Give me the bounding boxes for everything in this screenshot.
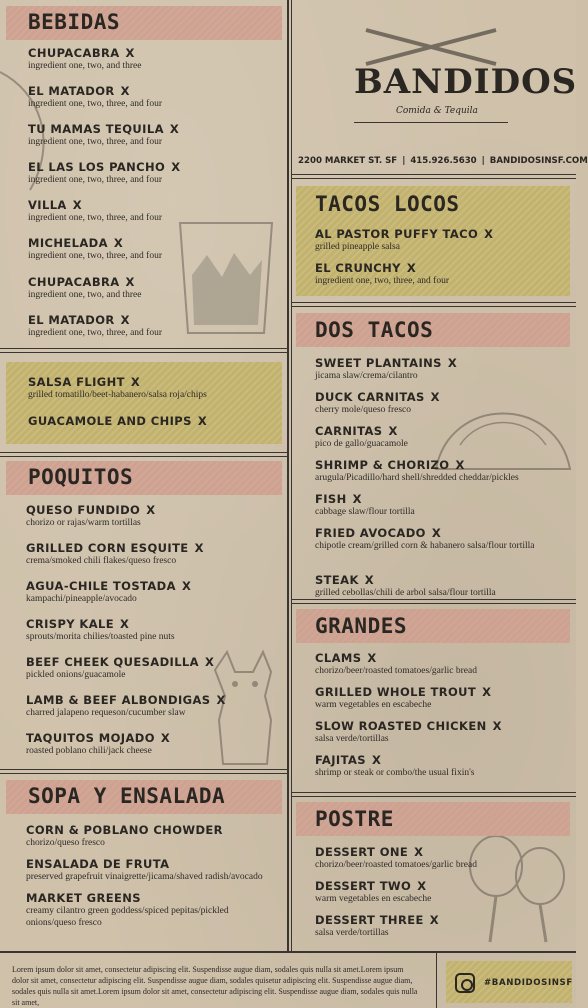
menu-item	[26, 731, 170, 757]
item-name: GRILLED CORN ESQUITE	[26, 541, 189, 555]
item-name: EL CRUNCHY	[315, 261, 401, 275]
divider-bebidas-2	[0, 352, 287, 353]
item-name: TU MAMAS TEQUILA	[28, 122, 164, 136]
menu-item	[28, 414, 207, 428]
menu-item	[315, 526, 535, 552]
glass-sketch-illustration	[172, 215, 282, 340]
item-name: CORN & POBLANO CHOWDER	[26, 823, 223, 837]
item-desc: shrimp or steak or combo/the usual fixin's	[315, 768, 475, 778]
item-name: ENSALADA DE FRUTA	[26, 857, 170, 871]
price-marker: X	[484, 227, 494, 241]
instagram-handle[interactable]: #BANDIDOSINSF	[484, 978, 573, 988]
price-marker: X	[417, 879, 427, 893]
item-desc: cabbage slaw/flour tortilla	[315, 507, 415, 517]
price-marker: X	[72, 198, 83, 212]
price-marker: X	[406, 261, 417, 275]
item-name: CLAMS	[315, 651, 362, 665]
price-marker: X	[367, 651, 377, 665]
logo-underline	[354, 122, 508, 123]
grandes-title: GRANDES	[315, 614, 408, 638]
item-name: MICHELADA	[28, 236, 108, 250]
item-desc: salsa verde/tortillas	[315, 734, 389, 744]
contact-line: 2200 MARKET ST. SF | 415.926.5630 | BANDIDOSINSF.COM	[298, 156, 588, 166]
menu-item	[26, 655, 214, 681]
website-link[interactable]: BANDIDOSINSF.COM	[489, 156, 588, 166]
divider-bebidas	[0, 348, 287, 349]
menu-item	[315, 753, 475, 779]
item-desc: kampachi/pineapple/avocado	[26, 594, 137, 604]
divider-logo	[292, 174, 576, 175]
price-marker: X	[431, 526, 442, 540]
menu-item	[315, 719, 502, 745]
footer-divider	[0, 951, 576, 953]
price-marker: X	[455, 458, 465, 472]
item-name: CHUPACABRA	[28, 46, 120, 60]
item-desc: ingredient one, two, and three	[28, 290, 142, 300]
price-marker: X	[204, 655, 215, 669]
price-marker: X	[388, 424, 398, 438]
menu-item	[315, 458, 519, 484]
item-desc: cherry mole/queso fresco	[315, 405, 412, 415]
price-marker: X	[146, 503, 156, 517]
item-desc: grilled cebollas/chili de arbol salsa/flour tortilla	[315, 588, 496, 598]
menu-item	[315, 913, 439, 939]
item-desc: roasted poblano chili/jack cheese	[26, 746, 152, 756]
price-marker: X	[130, 375, 141, 389]
price-marker: X	[492, 719, 502, 733]
menu-item	[26, 693, 226, 719]
menu-item	[28, 46, 141, 72]
item-desc: ingredient one, two, three, and four	[28, 175, 163, 185]
address-text: 2200 MARKET ST. SF	[298, 156, 398, 166]
price-marker: X	[171, 160, 181, 174]
menu-item	[315, 845, 477, 871]
item-name: EL MATADOR	[28, 84, 115, 98]
divider-grandes-2	[292, 796, 576, 797]
item-desc: ingredient one, two, three, and four	[28, 213, 163, 223]
price-marker: X	[482, 685, 492, 699]
divider-specials-2	[0, 456, 287, 457]
menu-item	[28, 275, 141, 301]
menu-item	[315, 573, 496, 599]
divider-poquitos	[0, 769, 287, 770]
item-name: DESSERT TWO	[315, 879, 412, 893]
price-marker: X	[430, 390, 440, 404]
item-name: STEAK	[315, 573, 359, 587]
price-marker: X	[120, 617, 130, 631]
menu-item	[315, 424, 408, 450]
menu-item	[315, 651, 477, 677]
item-name: AL PASTOR PUFFY TACO	[315, 227, 479, 241]
menu-item	[26, 857, 263, 883]
item-name: FRIED AVOCADO	[315, 526, 426, 540]
item-desc: ingredient one, two, and three	[28, 61, 142, 71]
price-marker: X	[194, 541, 204, 555]
tacos-locos-title: TACOS LOCOS	[315, 192, 460, 216]
item-desc: ingredient one, two, three, and four	[28, 137, 163, 147]
item-name: BEEF CHEEK QUESADILLA	[26, 655, 199, 669]
price-marker: X	[371, 753, 382, 767]
item-desc: ingredient one, two, three, and four	[28, 99, 163, 109]
menu-item	[28, 313, 162, 339]
item-desc: grilled tomatillo/beet-habanero/salsa roja/chips	[28, 390, 207, 400]
footer-split	[436, 953, 437, 1008]
price-marker: X	[414, 845, 424, 859]
item-name: AGUA-CHILE TOSTADA	[26, 579, 176, 593]
menu-item	[26, 617, 175, 643]
item-desc: arugula/Picadillo/hard shell/shredded cheddar/pickles	[315, 473, 519, 483]
item-desc: warm vegetables en escabeche	[315, 700, 432, 710]
item-desc: ingredient one, two, three, and four	[315, 276, 450, 286]
menu-item	[315, 227, 493, 253]
dos-tacos-title: DOS TACOS	[315, 318, 434, 342]
item-name: SWEET PLANTAINS	[315, 356, 442, 370]
menu-item	[26, 579, 191, 605]
item-name: TAQUITOS MOJADO	[26, 731, 155, 745]
item-desc: jicama slaw/crema/cilantro	[315, 371, 418, 381]
item-name: DESSERT ONE	[315, 845, 409, 859]
menu-item	[315, 492, 415, 518]
price-marker: X	[197, 414, 208, 428]
price-marker: X	[429, 913, 440, 927]
item-desc: sprouts/morita chilies/toasted pine nuts	[26, 632, 175, 642]
price-marker: X	[169, 122, 180, 136]
item-name: DUCK CARNITAS	[315, 390, 425, 404]
crossed-rifles-illustration	[360, 26, 502, 66]
menu-item	[28, 160, 181, 186]
item-name: CRISPY KALE	[26, 617, 115, 631]
price-marker: X	[216, 693, 226, 707]
item-desc: ingredient one, two, three, and four	[28, 251, 163, 261]
item-name: CHUPACABRA	[28, 275, 120, 289]
menu-item	[26, 541, 204, 567]
menu-item	[28, 84, 162, 110]
item-name: SHRIMP & CHORIZO	[315, 458, 450, 472]
item-desc: pickled onions/guacamole	[26, 670, 126, 680]
menu-item	[28, 198, 162, 224]
divider-tacos-locos	[292, 302, 576, 303]
price-marker: X	[160, 731, 171, 745]
item-name: GRILLED WHOLE TROUT	[315, 685, 477, 699]
price-marker: X	[120, 313, 130, 327]
poquitos-title: POQUITOS	[28, 465, 134, 489]
postre-title: POSTRE	[315, 807, 394, 831]
item-name: SLOW ROASTED CHICKEN	[315, 719, 487, 733]
item-desc: grilled pineapple salsa	[315, 242, 400, 252]
item-desc: chorizo/queso fresco	[26, 838, 105, 848]
divider-tacos-locos-2	[292, 306, 576, 307]
divider-poquitos-2	[0, 773, 287, 774]
menu-item	[26, 503, 155, 529]
item-name: GUACAMOLE AND CHIPS	[28, 414, 192, 428]
item-name: EL MATADOR	[28, 313, 115, 327]
item-name: LAMB & BEEF ALBONDIGAS	[26, 693, 211, 707]
price-marker: X	[125, 46, 135, 60]
sopa-title: SOPA Y ENSALADA	[28, 784, 226, 808]
item-desc: chorizo/beer/roasted tomatoes/garlic bread	[315, 860, 477, 870]
menu-item	[315, 390, 440, 416]
center-divider	[287, 0, 289, 952]
footer-text: Lorem ipsum dolor sit amet, consectetur adipiscing elit. Suspendisse augue diam, sodales quis nulla sit amet.Lorem ipsum dolor sit amet, consectetur adipiscing elit. Suspendisse augue diam, sodales quisetur adipiscing elit. Suspendisse augue diam, sodales quis nulla sit amet.Lorem ipsum dolor sit amet, consectetur adipiscing elit. Suspendisse augue diam, sodales quis nulla sit amet,	[12, 965, 418, 1007]
price-marker: X	[120, 84, 130, 98]
center-divider-thin	[291, 0, 292, 952]
item-name: VILLA	[28, 198, 67, 212]
divider-grandes	[292, 792, 576, 793]
item-name: DESSERT THREE	[315, 913, 424, 927]
menu-item	[315, 261, 449, 287]
item-desc: salsa verde/tortillas	[315, 928, 389, 938]
menu-item	[28, 375, 207, 401]
item-desc: chipotle cream/grilled corn & habanero salsa/flour tortilla	[315, 541, 535, 551]
menu-item	[315, 356, 457, 382]
bebidas-title: BEBIDAS	[28, 10, 121, 34]
price-marker: X	[364, 573, 375, 587]
brand-logo-text: BANDIDOS	[354, 62, 578, 102]
phone-text: 415.926.5630	[410, 156, 477, 166]
menu-item	[28, 122, 179, 148]
item-desc: chorizo/beer/roasted tomatoes/garlic bread	[315, 666, 477, 676]
menu-item	[315, 685, 491, 711]
item-name: FAJITAS	[315, 753, 366, 767]
item-name: CARNITAS	[315, 424, 383, 438]
item-name: QUESO FUNDIDO	[26, 503, 141, 517]
menu-item	[26, 823, 223, 849]
item-name: FISH	[315, 492, 347, 506]
menu-item	[315, 879, 431, 905]
item-desc: charred jalapeno requeson/cucumber slaw	[26, 708, 186, 718]
divider-specials	[0, 452, 287, 453]
menu-item	[28, 236, 162, 262]
divider-dos-tacos-2	[292, 603, 576, 604]
item-desc: warm vegetables en escabeche	[315, 894, 432, 904]
item-desc: creamy cilantro green goddess/spiced pepitas/pickled onions/queso fresco	[26, 906, 229, 928]
item-desc: ingredient one, two, three, and four	[28, 328, 163, 338]
price-marker: X	[352, 492, 362, 506]
price-marker: X	[181, 579, 192, 593]
item-name: SALSA FLIGHT	[28, 375, 125, 389]
item-desc: pico de gallo/guacamole	[315, 439, 408, 449]
divider-dos-tacos	[292, 599, 576, 600]
price-marker: X	[113, 236, 124, 250]
item-desc: chorizo or rajas/warm tortillas	[26, 518, 141, 528]
item-name: EL LAS LOS PANCHO	[28, 160, 166, 174]
brand-tagline: Comida & Tequila	[396, 106, 478, 116]
item-desc: preserved grapefruit vinaigrette/jicama/shaved radish/avocado	[26, 872, 263, 882]
instagram-icon[interactable]	[455, 973, 475, 993]
item-desc: crema/smoked chili flakes/queso fresco	[26, 556, 177, 566]
divider-logo-2	[292, 178, 576, 179]
menu-item	[26, 891, 250, 929]
item-name: MARKET GREENS	[26, 891, 141, 905]
price-marker: X	[125, 275, 135, 289]
price-marker: X	[447, 356, 458, 370]
